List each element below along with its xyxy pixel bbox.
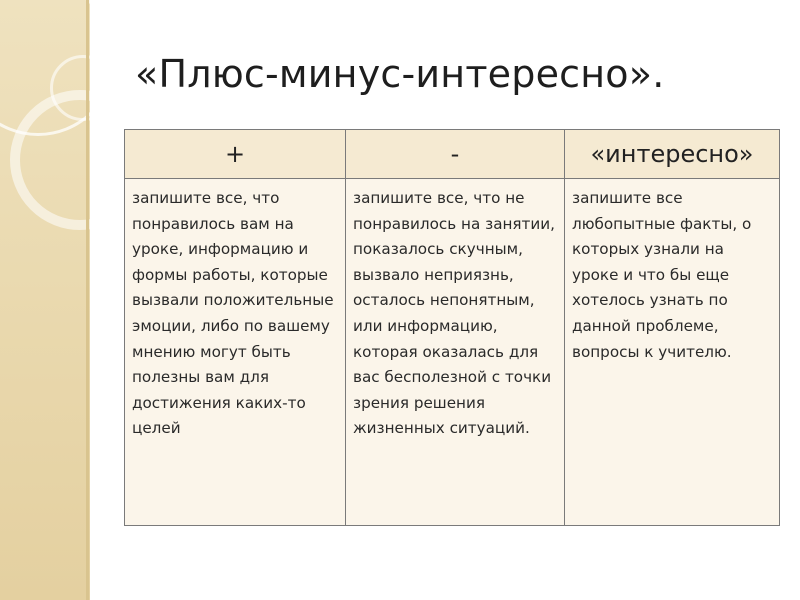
cell-interesting: запишите все любопытные факты, о которых узнали на уроке и что бы еще хотелось узнать по данной проблеме, вопросы к учителю. xyxy=(565,179,780,526)
header-plus: + xyxy=(125,130,346,179)
slide-title: «Плюс-минус-интересно». xyxy=(135,52,665,96)
cell-plus: запишите все, что понравилось вам на уроке, информацию и формы работы, которые вызвали положительные эмоции, либо по вашему мнению могут быть полезны вам для достижения каких-то целей xyxy=(125,179,346,526)
header-minus: - xyxy=(346,130,565,179)
pmi-table xyxy=(124,129,780,526)
table-header-row xyxy=(125,130,780,179)
decorative-sidebar xyxy=(0,0,90,600)
sidebar-edge xyxy=(86,0,89,600)
header-interesting: «интересно» xyxy=(565,130,780,179)
table-row xyxy=(125,179,780,526)
cell-minus: запишите все, что не понравилось на занятии, показалось скучным, вызвало неприязнь, осталось непонятным, или информацию, которая оказалась для вас бесполезной с точки зрения решения жизненных ситуаций. xyxy=(346,179,565,526)
